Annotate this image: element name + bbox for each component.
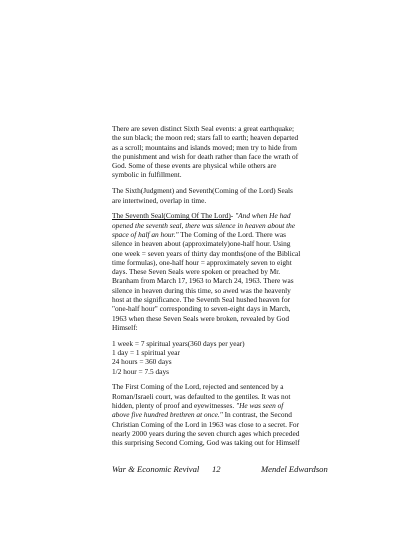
text-line: The First Coming of the Lord, rejected and sentenced by a: [112, 382, 284, 392]
text-line: 1963 when these Seven Seals were broken, revealed by God: [112, 313, 290, 323]
text-line: this surprising Second Coming, God was taking out for Himself: [112, 438, 300, 448]
paragraph-first-coming: [112, 382, 324, 447]
formula-line: 1 week = 7 spiritual years(360 days per year): [112, 338, 245, 348]
footer-book-title: War & Economic Revival: [112, 464, 200, 474]
formula-line: 1/2 hour = 7.5 days: [112, 366, 169, 376]
text-line: [112, 211, 324, 220]
formula-list: [112, 339, 324, 376]
footer-page-number: 12: [212, 464, 221, 474]
text-line: [112, 410, 324, 419]
text-line: Roman/Israeli court, was defaulted to the gentiles. It was not: [112, 391, 291, 401]
formula-line: 1 day = 1 spiritual year: [112, 348, 180, 358]
text-line: There are seven distinct Sixth Seal events: a great earthquake;: [112, 124, 295, 133]
text-line: [112, 230, 324, 239]
scripture-quote: "He was seen of: [236, 401, 284, 411]
text-line: nearly 2000 years during the seven church ages which preceded: [112, 428, 300, 438]
scripture-quote-line: opened the seventh seal, there was silence in heaven about the: [112, 220, 296, 230]
text-span: The Coming of the Lord. There was: [178, 229, 286, 239]
scripture-quote: above five hundred brethren at once.": [112, 410, 223, 420]
text-span: hidden, plenty of proof and eyewitnesses.: [112, 401, 236, 411]
text-line: one week = seven years of thirty day months(one of the Biblical: [112, 248, 301, 258]
text-line: host at the significance. The Seventh Seal hushed heaven for: [112, 295, 291, 305]
text-line: Christian Coming of the Lord in 1963 was close to a secret. For: [112, 419, 300, 429]
paragraph-seventh-seal: [112, 211, 324, 332]
scripture-quote: "And when He had: [235, 211, 291, 221]
text-line: time formulas), one-half hour = approximately seven to eight: [112, 257, 292, 267]
text-span: In contrast, the Second: [222, 410, 292, 420]
seventh-seal-heading: The Seventh Seal(Coming Of The Lord): [112, 211, 231, 221]
text-line: the sun black; the moon red; stars fall to earth; heaven departed: [112, 133, 299, 143]
text-line: [112, 401, 324, 410]
text-line: symbolic in fulfillment.: [112, 170, 182, 180]
text-line: days. These Seven Seals were spoken or preached by Mr.: [112, 267, 281, 277]
text-line: as a scroll; mountains and islands moved; men try to hide from: [112, 142, 297, 152]
footer-author: Mendel Edwardson: [261, 464, 328, 474]
text-line: the punishment and wish for death rather than face the wrath of: [112, 151, 299, 161]
text-line: Himself:: [112, 322, 138, 332]
text-line: silence in heaven during this time, so awed was the heavenly: [112, 285, 291, 295]
text-line: Branham from March 17, 1963 to March 24, 1963. There was: [112, 276, 294, 286]
paragraph-seals-intertwined: [112, 186, 324, 205]
text-line: silence in heaven about (approximately)one-half hour. Using: [112, 239, 291, 249]
text-line: The Sixth(Judgment) and Seventh(Coming of the Lord) Seals: [112, 186, 293, 196]
text-line: are intertwined, overlap in time.: [112, 195, 207, 205]
text-line: God. Some of these events are physical while others are: [112, 161, 277, 171]
paragraph-sixth-seal-events: [112, 124, 324, 180]
formula-line: 24 hours = 360 days: [112, 357, 172, 367]
scripture-quote: space of half an hour.": [112, 229, 179, 239]
heading-separator: -: [230, 211, 236, 221]
body-text: [112, 124, 324, 448]
text-line: "one-half hour" corresponding to seven-eight days in March,: [112, 304, 291, 314]
